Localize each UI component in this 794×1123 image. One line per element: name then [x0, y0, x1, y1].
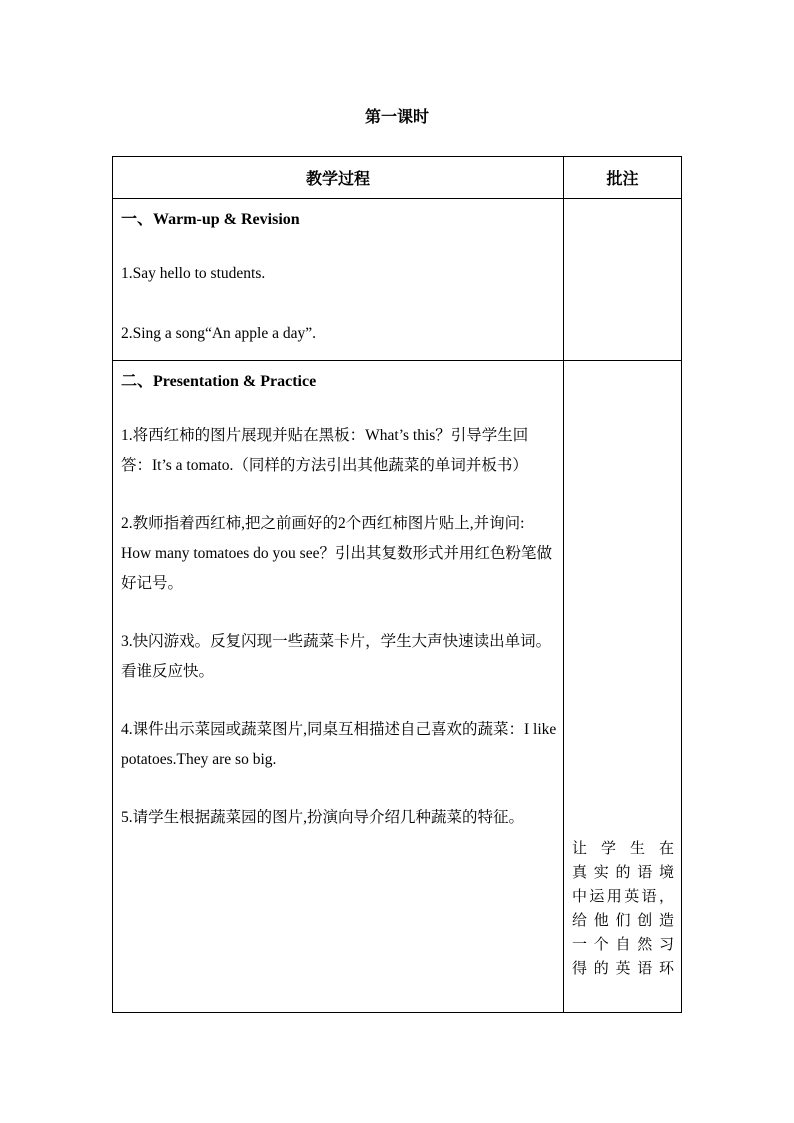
lesson-plan-table [112, 156, 682, 1013]
list-item: 2.教师指着西红柿,把之前画好的2个西红柿图片贴上,并询问: How many tomatoes do you see？引出其复数形式并用红色粉笔做好记号。 [121, 515, 552, 592]
list-item: 2.Sing a song“An apple a day”. [121, 325, 316, 342]
list-item: 4.课件出示菜园或蔬菜图片,同桌互相描述自己喜欢的蔬菜：I like potatoes.They are so big. [121, 721, 557, 768]
annotation-line: 让学生在 [572, 839, 675, 857]
annotation-line: 真实的语境 [572, 863, 675, 881]
annotation-line: 一个自然习 [572, 935, 675, 953]
section-content [113, 361, 564, 1013]
section-notes [564, 199, 682, 361]
section-content [113, 199, 564, 361]
annotation-line: 给他们创造 [572, 911, 675, 929]
annotation-line: 得的英语环 [572, 959, 675, 977]
table-header-row [113, 157, 682, 199]
page-title: 第一课时 [364, 107, 429, 126]
header-notes: 批注 [564, 157, 682, 199]
annotation-text [572, 836, 675, 980]
section-heading: 一、Warm-up & Revision [121, 211, 300, 228]
section-row [113, 199, 682, 361]
list-item: 1.将西红柿的图片展现并贴在黑板：What’s this？引导学生回答：It’s a tomato.（同样的方法引出其他蔬菜的单词并板书） [121, 427, 529, 474]
list-item: 5.请学生根据蔬菜园的图片,扮演向导介绍几种蔬菜的特征。 [121, 809, 525, 826]
section-heading: 二、Presentation & Practice [121, 373, 317, 390]
annotation-line: 中运用英语， [572, 887, 675, 905]
list-item: 3.快闪游戏。反复闪现一些蔬菜卡片，学生大声快速读出单词。看谁反应快。 [121, 633, 552, 680]
section-notes [564, 361, 682, 1013]
section-row [113, 361, 682, 1013]
header-teaching-process: 教学过程 [113, 157, 564, 199]
list-item: 1.Say hello to students. [121, 265, 266, 282]
